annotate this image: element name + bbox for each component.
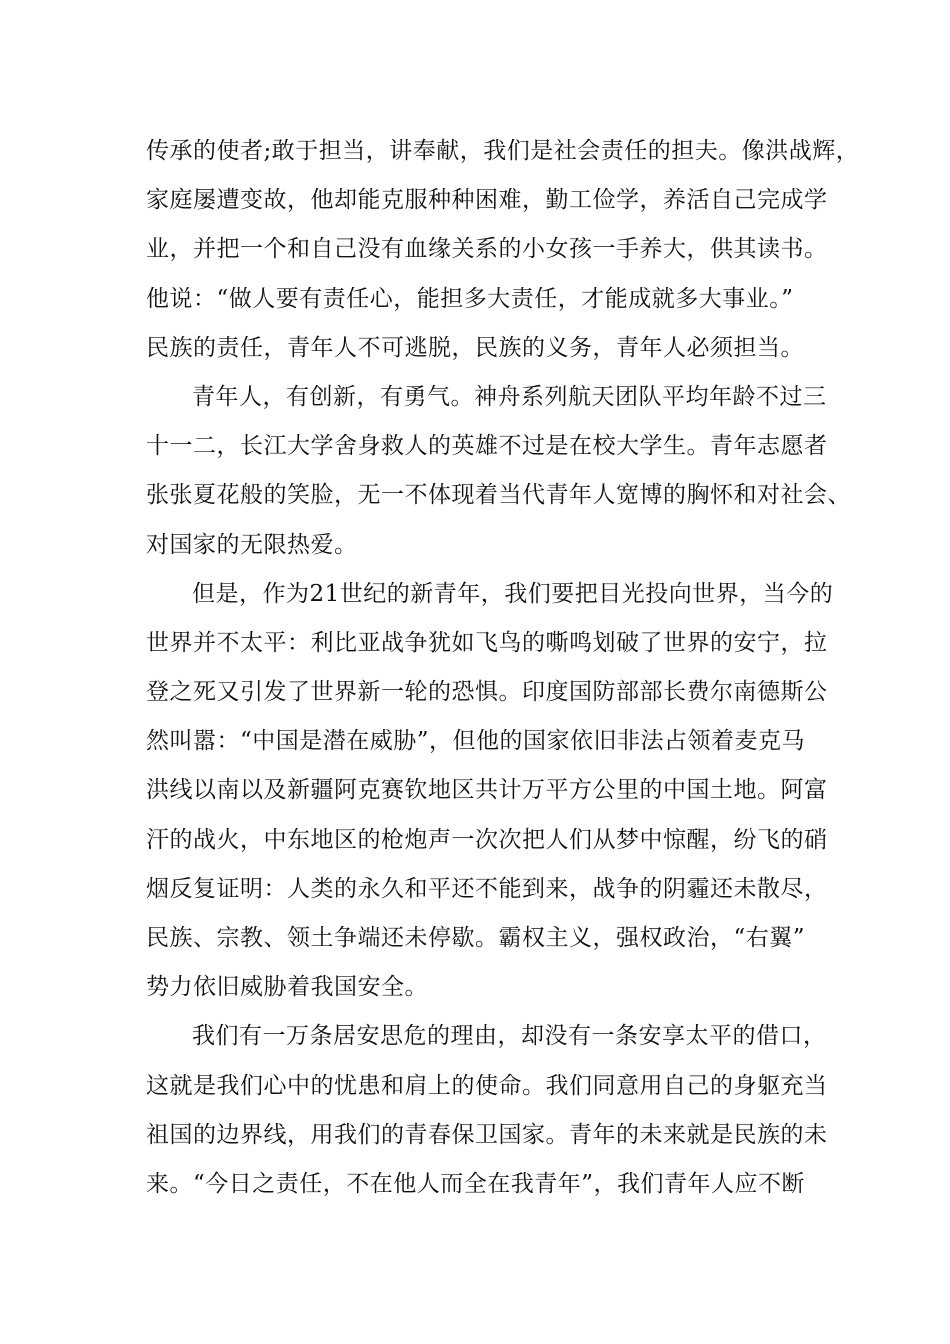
text-line: 势力依旧威胁着我国安全。 [146,974,428,1001]
text-line: 业，并把一个和自己没有血缘关系的小女孩一手养大，供其读书。 [146,236,828,263]
text-line: 传承的使者;敢于担当，讲奉献，我们是社会责任的担夫。像洪战辉， [146,138,860,164]
text-line: 对国家的无限热爱。 [146,531,358,558]
text-line: 登之死又引发了世界新一轮的恐惧。印度国防部部长费尔南德斯公 [146,679,828,706]
text-line: 然叫嚣：“中国是潜在威胁”，但他的国家依旧非法占领着麦克马 [146,728,806,755]
body-text [146,127,860,1209]
text-line: 来。“今日之责任，不在他人而全在我青年”，我们青年人应不断 [146,1170,806,1197]
text-line: 家庭屡遭变故，他却能克服种种困难，勤工俭学，养活自己完成学 [146,187,828,214]
text-line: 民族的责任，青年人不可逃脱，民族的义务，青年人必须担当。 [146,334,804,361]
paragraph-start-line: 青年人，有创新，有勇气。神舟系列航天团队平均年龄不过三 [192,383,827,410]
text-line: 烟反复证明：人类的永久和平还不能到来，战争的阴霾还未散尽， [146,875,828,902]
text-line: 汗的战火，中东地区的枪炮声一次次把人们从梦中惊醒，纷飞的硝 [146,826,828,853]
paragraph-start-line: 但是，作为21世纪的新青年，我们要把目光投向世界，当今的 [192,580,834,607]
text-line: 祖国的边界线，用我们的青春保卫国家。青年的未来就是民族的未 [146,1121,828,1148]
text-line: 世界并不太平：利比亚战争犹如飞鸟的嘶鸣划破了世界的安宁，拉 [146,629,828,656]
text-line: 张张夏花般的笑脸，无一不体现着当代青年人宽博的胸怀和对社会、 [146,482,851,509]
paragraph-start-line: 我们有一万条居安思危的理由，却没有一条安享太平的借口， [192,1023,827,1050]
text-line: 洪线以南以及新疆阿克赛钦地区共计万平方公里的中国土地。阿富 [146,777,828,804]
text-line: 这就是我们心中的忧患和肩上的使命。我们同意用自己的身躯充当 [146,1072,828,1099]
text-line: 他说：“做人要有责任心，能担多大责任，才能成就多大事业。” [146,285,794,312]
text-line: 民族、宗教、领土争端还未停歇。霸权主义，强权政治，“右翼” [146,925,806,951]
text-line: 十一二，长江大学舍身救人的英雄不过是在校大学生。青年志愿者 [146,433,828,460]
